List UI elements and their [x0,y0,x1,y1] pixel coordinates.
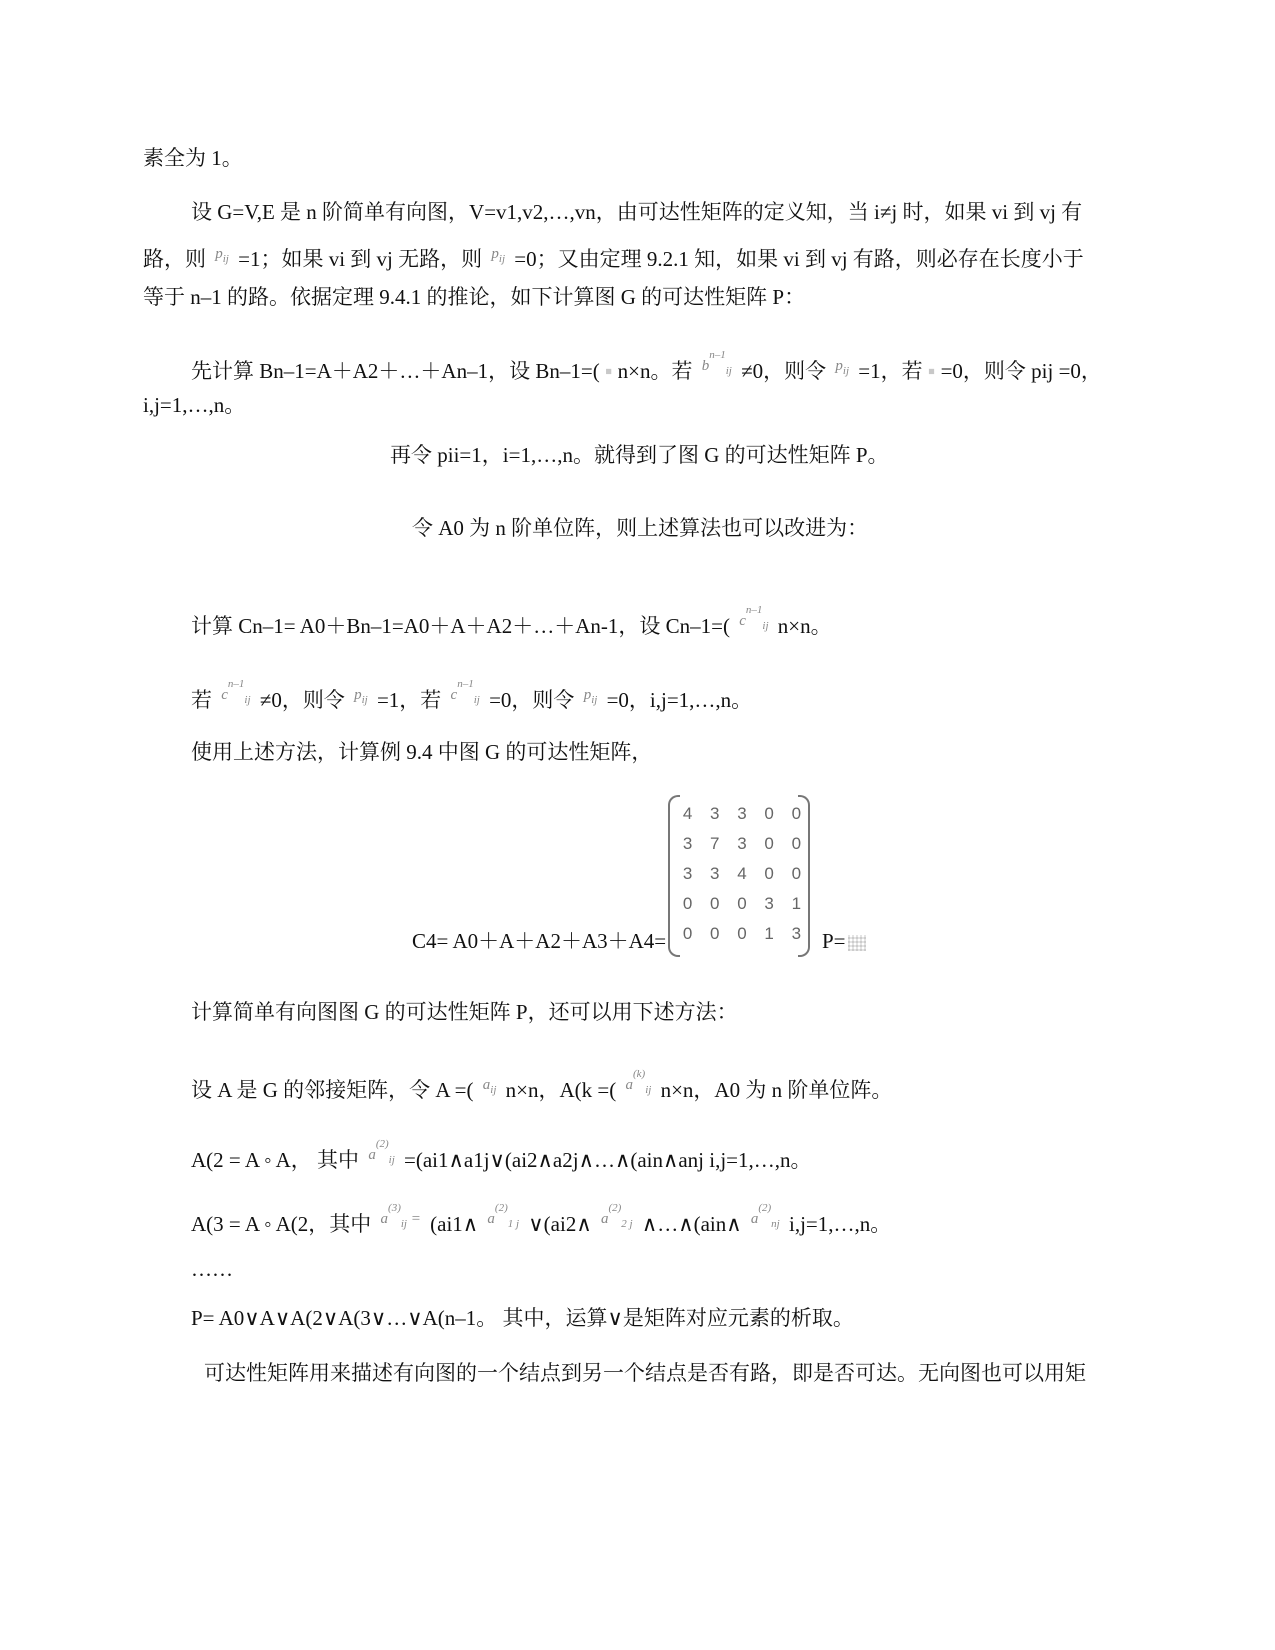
matrix-cell: 3 [737,834,747,853]
matrix-row [674,799,810,829]
matrix-cell: 0 [682,894,693,913]
matrix-cell: 3 [682,834,693,853]
matrix-cell: 4 [682,804,693,823]
a-ij-formula-image: $a_{ij}$ [482,1077,497,1096]
text-line [191,604,832,639]
text: C4= A0＋A＋A2＋A3＋A4= [412,929,667,953]
text-line [191,1138,812,1173]
text: 计算简单有向图图 G 的可达性矩阵 P，还可以用下述方法： [191,1000,738,1024]
p-ij-formula-image: $p_{ij}$ [354,687,368,706]
text: 路，则 [143,247,206,271]
text: =(ai1∧a1j∨(ai2∧a2j∧…∧(ain∧anj i,j=1,…,n。 [404,1148,812,1172]
text: =1，若 [858,359,923,383]
a-nj-2-formula-image: $a^{(2)}_{nj}$ [750,1202,780,1230]
matrix-cell: 0 [710,924,720,943]
text-line [191,739,652,765]
text-line [191,199,1082,225]
p-ij-formula-image: $p_{ij}$ [835,358,850,377]
c-ij-formula-image: $c^{n-1}_{ij}$ [739,604,769,632]
p-ij-formula-image: $p_{ij}$ [583,687,598,706]
matrix-cell: 3 [791,924,802,943]
text-line [412,515,868,541]
faded-matrix-image [848,935,866,951]
text: ∨(ai2∧ [528,1212,592,1236]
text-line [191,1202,892,1237]
text-line [412,928,666,954]
matrix-cell: 0 [764,804,774,823]
text: =0，则令 pij =0， [940,359,1102,383]
matrix-cell: 1 [791,894,802,913]
matrix-row [674,829,810,859]
c-ij-formula-image: $c^{n-1}_{ij}$ [450,678,480,706]
text: 设 A 是 G 的邻接矩阵，令 A =( [191,1078,474,1102]
matrix-cell: 0 [764,834,774,853]
a-ij-3-formula-image: $a^{(3)}_{ij}$ = [380,1202,421,1230]
text-line [390,442,889,468]
p-ij-formula-image: $p_{ij}$ [215,246,229,265]
text: P= A0∨A∨A(2∨A(3∨…∨A(n–1。 其中，运算∨是矩阵对应元素的析取。 [191,1306,854,1330]
matrix-cell: 7 [710,834,720,853]
b-ij-formula-image: $b^{n-1}_{ij}$ [701,349,732,377]
text: A(2 = A ◦ A， 其中 [191,1148,360,1172]
text: P= [822,929,846,953]
matrix-cell: 3 [737,804,747,823]
matrix-cell: 0 [791,834,802,853]
text: i,j=1,…,n。 [788,1212,892,1236]
text: 先计算 Bn–1=A＋A2＋…＋An–1，设 Bn–1=( [191,359,600,383]
text: 计算 Cn–1= A0＋Bn–1=A0＋A＋A2＋…＋An-1，设 Cn–1=( [191,614,730,638]
text: n×n。若 [617,359,693,383]
text: n×n，A0 为 n 阶单位阵。 [660,1078,893,1102]
text: =1，若 [376,688,442,712]
text: 使用上述方法，计算例 9.4 中图 G 的可达性矩阵， [191,740,653,764]
text: ≠0，则令 [259,688,345,712]
text: i,j=1,…,n。 [143,393,246,417]
text: =0；又由定理 9.2.1 知，如果 vi 到 vj 有路，则必存在长度小于 [514,247,1084,271]
text-line [204,1360,1086,1386]
text: 等于 n–1 的路。依据定理 9.4.1 的推论，如下计算图 G 的可达性矩阵 P： [143,285,806,309]
matrix-cell: 1 [764,924,774,943]
text: 若 [191,688,212,712]
matrix-cell: 3 [710,804,720,823]
matrix-cell: 3 [710,864,720,883]
faded-formula-image: ▪ [927,359,936,383]
a-ij-k-formula-image: $a^{(k)}_{ij}$ [625,1068,652,1096]
a-2j-2-formula-image: $a^{(2)}_{2 j}$ [600,1202,633,1230]
text-line [191,678,753,713]
matrix-cell: 0 [791,864,802,883]
text-line [191,1305,854,1331]
text: =0，则令 [489,688,575,712]
text-line [191,349,1102,384]
p-ij-formula-image: $p_{ij}$ [491,246,506,265]
matrix-cell: 4 [737,864,747,883]
text: 可达性矩阵用来描述有向图的一个结点到另一个结点是否有路，即是否可达。无向图也可以用矩 [204,1361,1086,1385]
matrix-cell: 0 [764,864,774,883]
text: =1；如果 vi 到 vj 无路，则 [238,247,483,271]
text-line [822,928,866,954]
text-line [191,1068,893,1103]
text-line [191,1256,233,1282]
text-line [143,392,245,418]
text: n×n。 [777,614,832,638]
text-line [143,145,243,171]
matrix-row [674,889,810,919]
text: ∧…∧(ain∧ [641,1212,742,1236]
text: ≠0，则令 [741,359,827,383]
a-ij-2-formula-image: $a^{(2)}_{ij}$ [368,1138,395,1166]
text: n×n，A(k =( [505,1078,617,1102]
matrix-cell: 0 [737,924,747,943]
matrix-cell: 0 [791,804,802,823]
text-line [143,246,1084,272]
text: (ai1∧ [430,1212,479,1236]
matrix-cell: 0 [682,924,693,943]
text-line [143,284,805,310]
text: 再令 pii=1，i=1,…,n。就得到了图 G 的可达性矩阵 P。 [390,443,889,467]
matrix-row [674,859,810,889]
a-1j-2-formula-image: $a^{(2)}_{1 j}$ [487,1202,520,1230]
matrix-cell: 0 [710,894,720,913]
matrix-table [674,799,810,949]
matrix-cell: 0 [737,894,747,913]
text-line [191,999,738,1025]
text: A(3 = A ◦ A(2，其中 [191,1212,372,1236]
c-ij-formula-image: $c^{n-1}_{ij}$ [221,678,251,706]
text: =0，i,j=1,…,n。 [606,688,753,712]
matrix-cell: 3 [764,894,774,913]
text: …… [191,1257,233,1281]
c4-matrix [668,795,810,955]
faded-formula-image: ▪ [604,359,613,383]
text: 设 G=V,E 是 n 阶简单有向图，V=v1,v2,…,vn，由可达性矩阵的定义知，当 i≠j 时，如果 vi 到 vj 有 [191,200,1083,224]
text: 素全为 1。 [143,146,243,170]
text: 令 A0 为 n 阶单位阵，则上述算法也可以改进为： [412,516,869,540]
matrix-row [674,919,810,949]
matrix-cell: 3 [682,864,693,883]
